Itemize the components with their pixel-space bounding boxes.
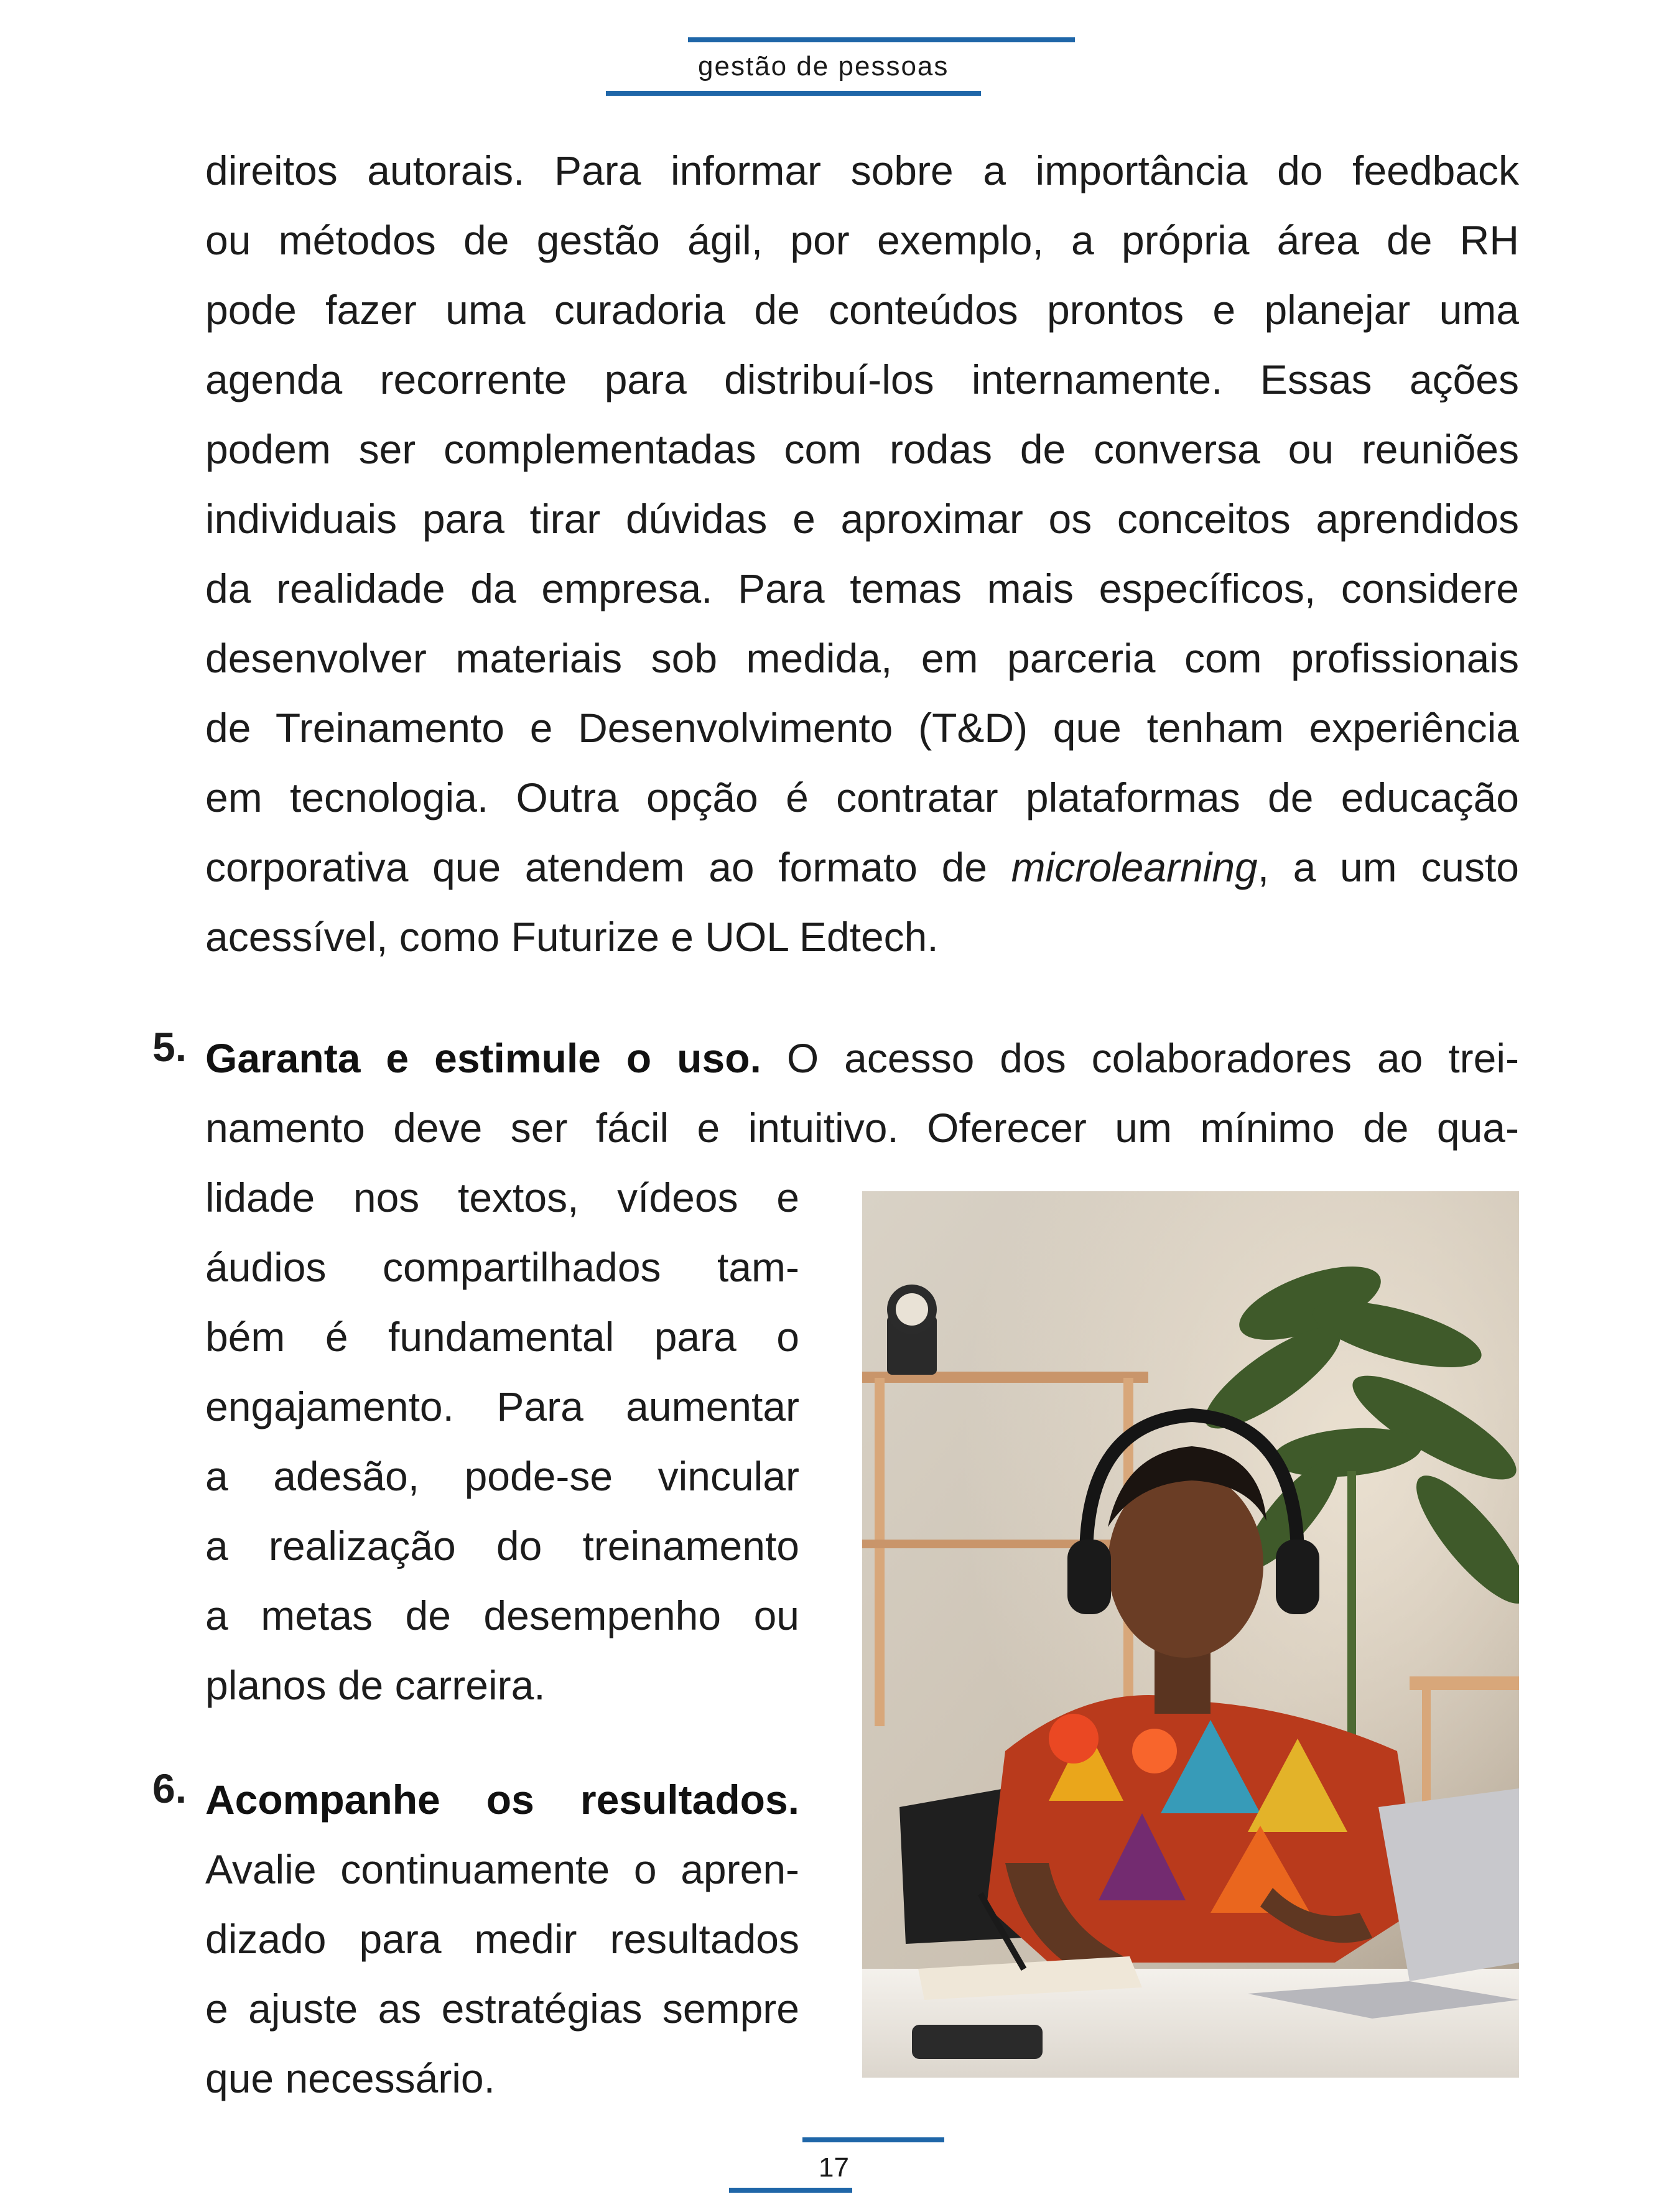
header-rule-bottom	[606, 91, 981, 96]
text-line: a realização do treinamento	[205, 1523, 799, 1569]
footer-rule-bottom	[729, 2188, 852, 2193]
text-line: áudios compartilhados tam-	[205, 1244, 799, 1290]
footer-rule-top	[802, 2137, 944, 2142]
text-line: engajamento. Para aumentar	[205, 1383, 799, 1429]
italic-term: microlearning	[1011, 844, 1258, 890]
text-segment: corporativa que atendem ao formato de	[205, 844, 1011, 890]
text-segment: O acesso dos colaboradores ao trei-	[761, 1035, 1520, 1081]
text-line: Avalie continuamente o apren-	[205, 1846, 799, 1892]
item-lead: Acompanhe os resultados.	[205, 1777, 799, 1823]
photo-woman-headphones-writing	[862, 1191, 1519, 2078]
text-line	[205, 1765, 799, 1834]
list-item-5	[205, 1023, 1519, 1163]
text-line	[205, 1023, 1519, 1093]
header-rule-top	[688, 37, 1075, 42]
intro-paragraph	[205, 136, 1519, 972]
text-line: ou métodos de gestão ágil, por exemplo, a própria área de RH	[205, 217, 1519, 263]
text-line: a adesão, pode-se vincular	[205, 1453, 799, 1499]
page-number: 17	[819, 2152, 849, 2183]
text-line: planos de carreira.	[205, 1662, 546, 1708]
text-line: de Treinamento e Desenvolvimento (T&D) que tenham experiência	[205, 705, 1519, 751]
text-line: dizado para medir resultados	[205, 1916, 799, 1962]
item-lead: Garanta e estimule o uso.	[205, 1035, 761, 1081]
text-line: e ajuste as estratégias sempre	[205, 1986, 799, 2032]
text-line: acessível, como Futurize e UOL Edtech.	[205, 914, 939, 960]
list-number-6: 6.	[152, 1765, 187, 1811]
list-item-6	[205, 1765, 799, 2113]
text-segment: , a um custo	[1257, 844, 1519, 890]
running-header: gestão de pessoas	[698, 51, 949, 81]
text-line: direitos autorais. Para informar sobre a importância do feedback	[205, 147, 1519, 193]
text-line: namento deve ser fácil e intuitivo. Oferecer um mínimo de qua-	[205, 1105, 1519, 1151]
text-line: que necessário.	[205, 2055, 495, 2101]
text-line: pode fazer uma curadoria de conteúdos prontos e planejar uma	[205, 287, 1519, 333]
text-line: desenvolver materiais sob medida, em parceria com profissionais	[205, 635, 1519, 681]
text-line: a metas de desempenho ou	[205, 1592, 799, 1638]
list-number-5: 5.	[152, 1024, 187, 1070]
text-line: bém é fundamental para o	[205, 1314, 799, 1360]
list-item-5-continued	[205, 1163, 799, 1720]
text-line: podem ser complementadas com rodas de conversa ou reuniões	[205, 426, 1519, 472]
text-line: da realidade da empresa. Para temas mais específicos, considere	[205, 565, 1519, 611]
text-line: agenda recorrente para distribuí-los internamente. Essas ações	[205, 356, 1519, 402]
text-line: lidade nos textos, vídeos e	[205, 1174, 799, 1220]
text-line: individuais para tirar dúvidas e aproximar os conceitos aprendidos	[205, 496, 1519, 542]
text-line: em tecnologia. Outra opção é contratar plataformas de educação	[205, 774, 1519, 820]
text-line	[205, 832, 1519, 902]
